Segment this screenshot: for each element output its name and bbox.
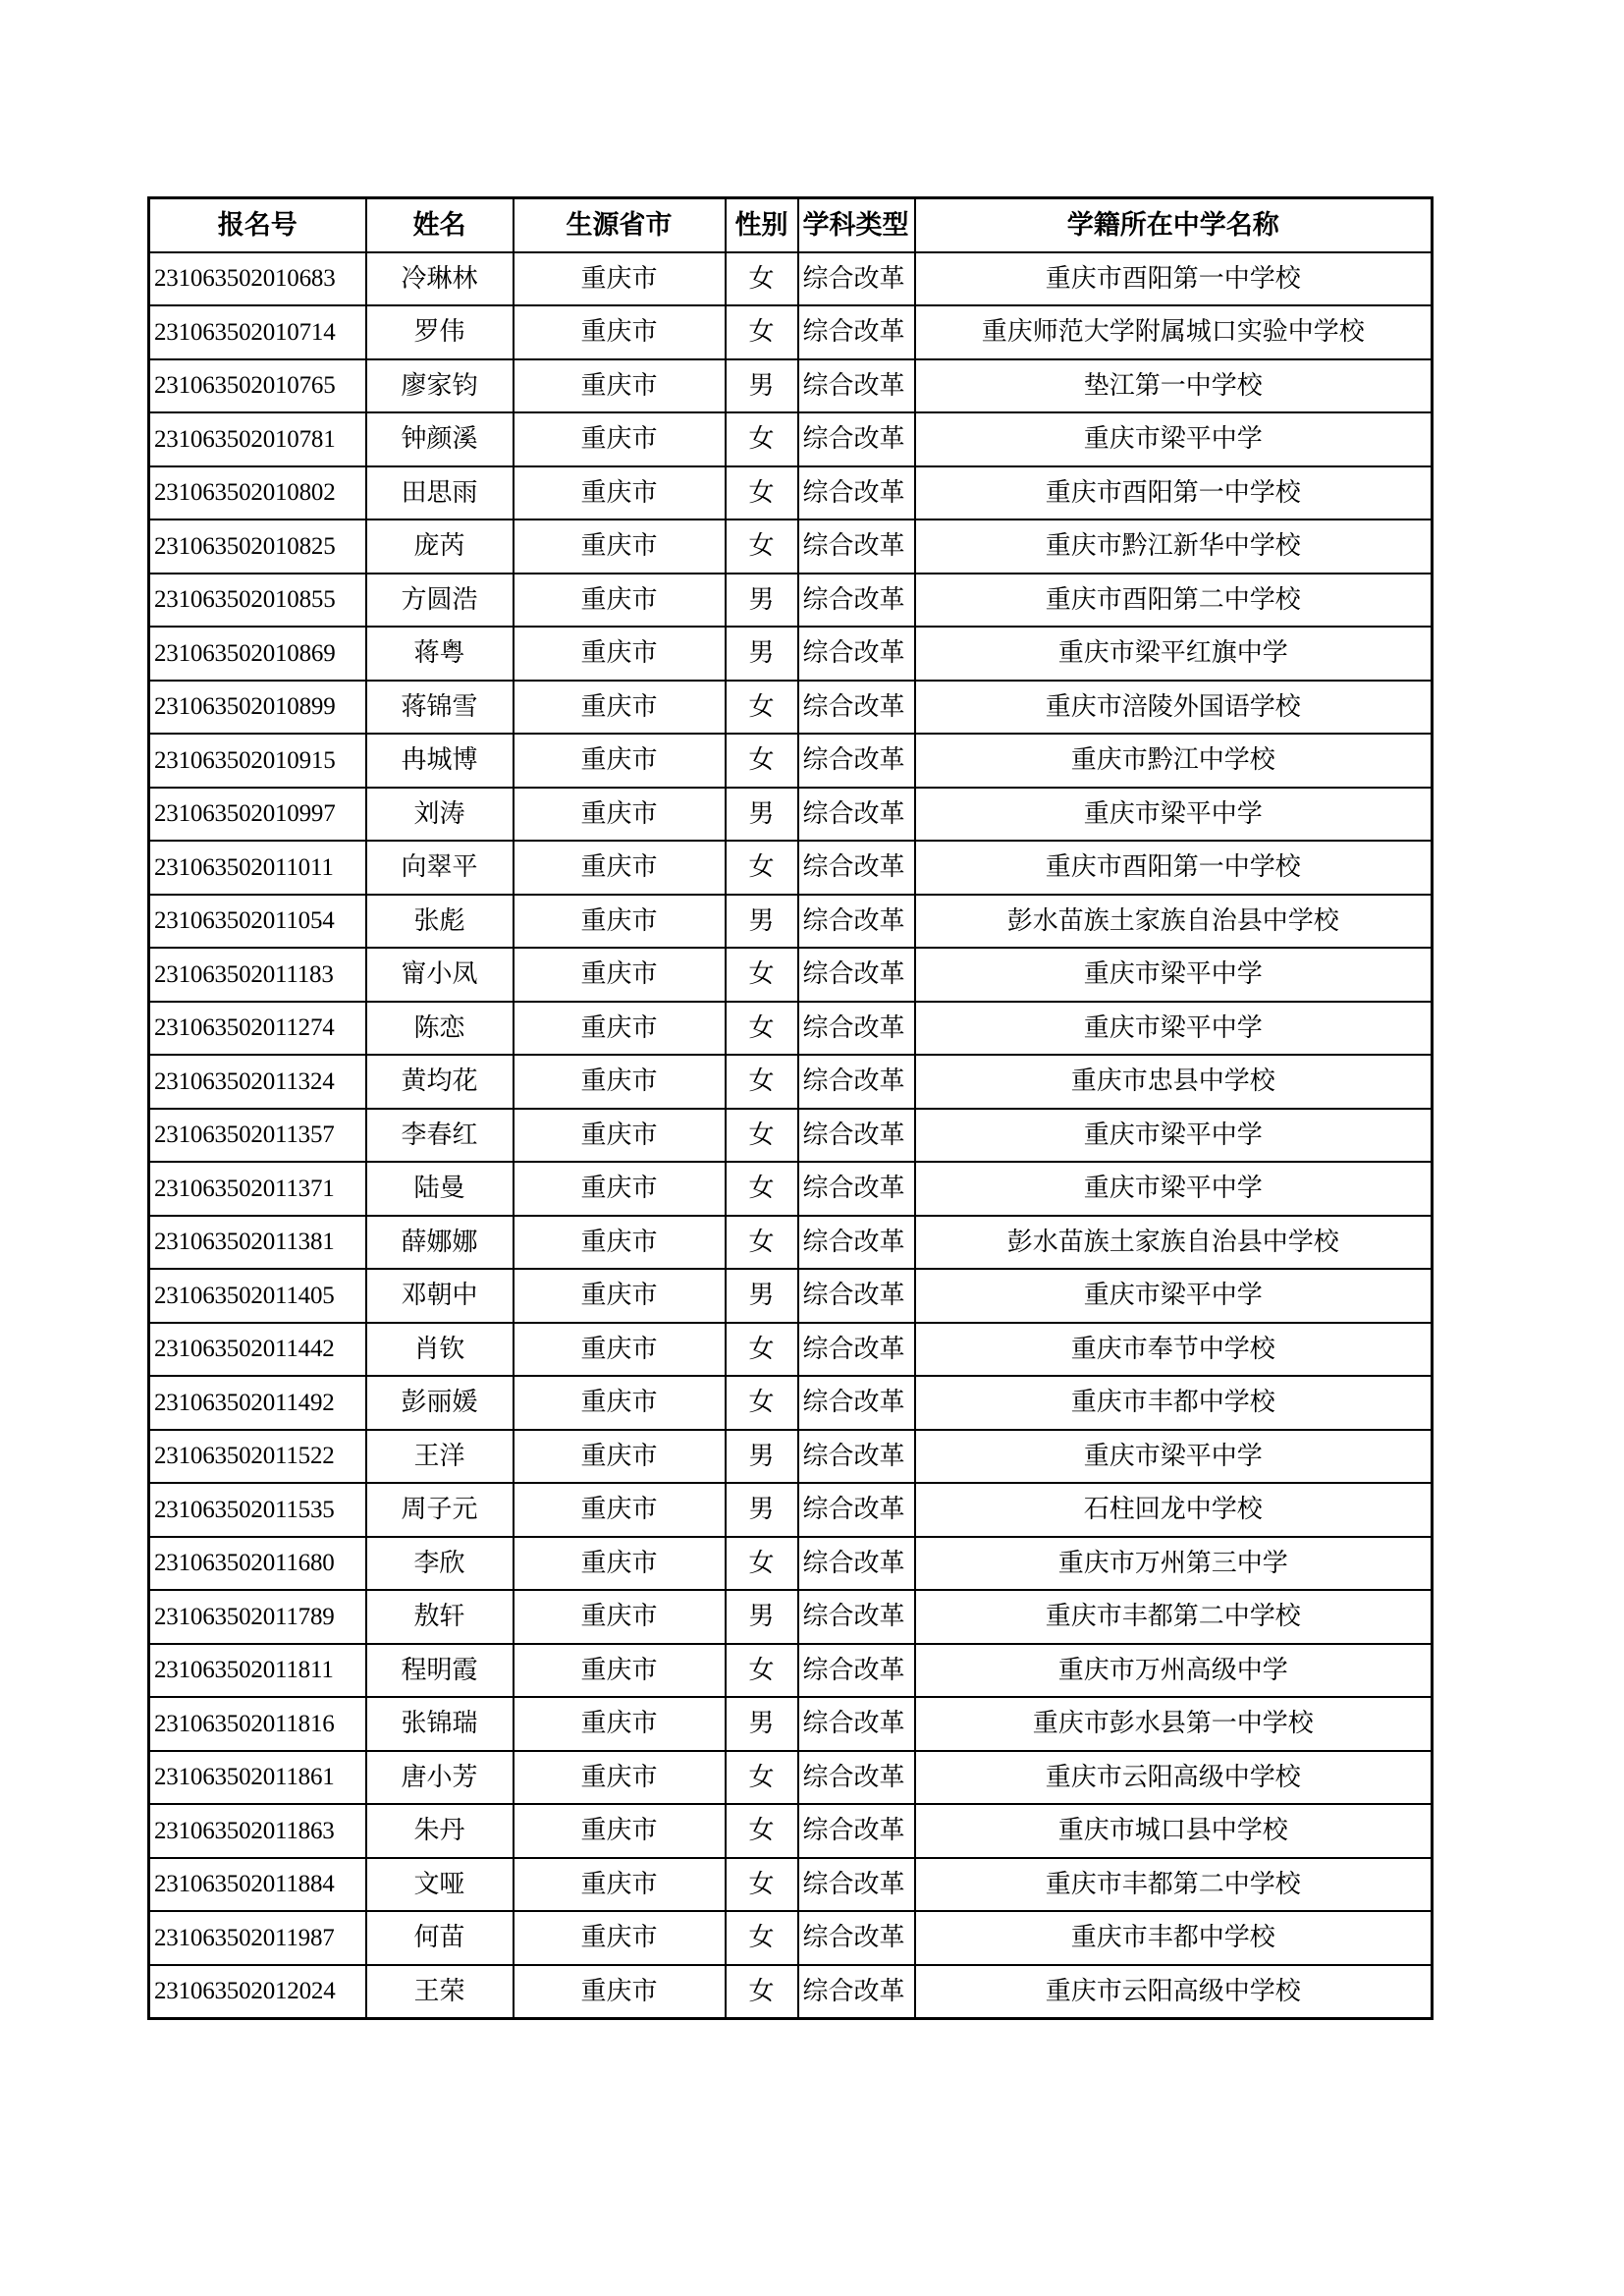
origin-province-cell: 重庆市: [514, 841, 726, 895]
table-row: [149, 1216, 1433, 1270]
student-name-cell: 黄均花: [366, 1055, 514, 1109]
school-name-cell: 重庆市奉节中学校: [915, 1323, 1433, 1377]
subject-type-cell: 综合改革: [798, 1376, 915, 1430]
student-name-cell: 周子元: [366, 1483, 514, 1537]
school-name-cell: 重庆市丰都中学校: [915, 1911, 1433, 1965]
gender-cell: 女: [726, 305, 798, 359]
subject-type-cell: 综合改革: [798, 1911, 915, 1965]
origin-province-cell: 重庆市: [514, 895, 726, 949]
student-name-cell: 唐小芳: [366, 1751, 514, 1805]
registration-number-cell: 231063502010802: [149, 466, 366, 520]
registration-number-cell: 231063502011811: [149, 1644, 366, 1698]
school-name-cell: 重庆市黔江中学校: [915, 734, 1433, 788]
student-name-cell: 蒋粤: [366, 627, 514, 681]
subject-type-cell: 综合改革: [798, 252, 915, 306]
gender-cell: 男: [726, 1483, 798, 1537]
gender-cell: 男: [726, 895, 798, 949]
header-school-name: 学籍所在中学名称: [915, 198, 1433, 252]
table-row: [149, 1430, 1433, 1484]
school-name-cell: 重庆市万州第三中学: [915, 1537, 1433, 1591]
subject-type-cell: 综合改革: [798, 948, 915, 1002]
school-name-cell: 重庆市黔江新华中学校: [915, 519, 1433, 574]
origin-province-cell: 重庆市: [514, 519, 726, 574]
student-name-cell: 肖钦: [366, 1323, 514, 1377]
table-row: [149, 1376, 1433, 1430]
student-name-cell: 文哑: [366, 1858, 514, 1912]
gender-cell: 男: [726, 1590, 798, 1644]
registration-number-cell: 231063502011789: [149, 1590, 366, 1644]
school-name-cell: 重庆市丰都第二中学校: [915, 1858, 1433, 1912]
student-name-cell: 敖轩: [366, 1590, 514, 1644]
table-row: [149, 252, 1433, 306]
origin-province-cell: 重庆市: [514, 627, 726, 681]
student-name-cell: 邓朝中: [366, 1269, 514, 1323]
subject-type-cell: 综合改革: [798, 359, 915, 413]
school-name-cell: 重庆市梁平红旗中学: [915, 627, 1433, 681]
student-name-cell: 陈恋: [366, 1002, 514, 1056]
student-name-cell: 蒋锦雪: [366, 681, 514, 735]
registration-number-cell: 231063502010855: [149, 574, 366, 628]
gender-cell: 女: [726, 681, 798, 735]
subject-type-cell: 综合改革: [798, 681, 915, 735]
registration-number-cell: 231063502011274: [149, 1002, 366, 1056]
subject-type-cell: 综合改革: [798, 1269, 915, 1323]
origin-province-cell: 重庆市: [514, 1697, 726, 1751]
student-name-cell: 何苗: [366, 1911, 514, 1965]
origin-province-cell: 重庆市: [514, 788, 726, 842]
school-name-cell: 彭水苗族土家族自治县中学校: [915, 895, 1433, 949]
school-name-cell: 石柱回龙中学校: [915, 1483, 1433, 1537]
registration-number-cell: 231063502010765: [149, 359, 366, 413]
gender-cell: 女: [726, 1751, 798, 1805]
origin-province-cell: 重庆市: [514, 1216, 726, 1270]
gender-cell: 女: [726, 252, 798, 306]
registration-number-cell: 231063502011381: [149, 1216, 366, 1270]
table-row: [149, 1323, 1433, 1377]
student-name-cell: 张锦瑞: [366, 1697, 514, 1751]
gender-cell: 女: [726, 519, 798, 574]
registration-number-cell: 231063502011405: [149, 1269, 366, 1323]
subject-type-cell: 综合改革: [798, 1965, 915, 2019]
origin-province-cell: 重庆市: [514, 948, 726, 1002]
student-name-cell: 王荣: [366, 1965, 514, 2019]
registration-number-cell: 231063502011357: [149, 1109, 366, 1163]
table-row: [149, 1269, 1433, 1323]
registration-number-cell: 231063502011884: [149, 1858, 366, 1912]
student-name-cell: 廖家钧: [366, 359, 514, 413]
table-row: [149, 359, 1433, 413]
school-name-cell: 重庆市涪陵外国语学校: [915, 681, 1433, 735]
gender-cell: 女: [726, 466, 798, 520]
subject-type-cell: 综合改革: [798, 466, 915, 520]
table-row: [149, 1911, 1433, 1965]
registration-number-cell: 231063502011183: [149, 948, 366, 1002]
subject-type-cell: 综合改革: [798, 1055, 915, 1109]
registration-number-cell: 231063502011816: [149, 1697, 366, 1751]
gender-cell: 女: [726, 1055, 798, 1109]
school-name-cell: 重庆市彭水县第一中学校: [915, 1697, 1433, 1751]
origin-province-cell: 重庆市: [514, 681, 726, 735]
subject-type-cell: 综合改革: [798, 1483, 915, 1537]
origin-province-cell: 重庆市: [514, 1751, 726, 1805]
school-name-cell: 重庆市万州高级中学: [915, 1644, 1433, 1698]
school-name-cell: 重庆市酉阳第一中学校: [915, 841, 1433, 895]
table-row: [149, 895, 1433, 949]
registration-number-cell: 231063502010683: [149, 252, 366, 306]
subject-type-cell: 综合改革: [798, 734, 915, 788]
registration-number-cell: 231063502011324: [149, 1055, 366, 1109]
school-name-cell: 重庆市酉阳第一中学校: [915, 466, 1433, 520]
student-name-cell: 冷琳林: [366, 252, 514, 306]
table-row: [149, 841, 1433, 895]
gender-cell: 女: [726, 1911, 798, 1965]
subject-type-cell: 综合改革: [798, 1323, 915, 1377]
table-row: [149, 627, 1433, 681]
table-row: [149, 1697, 1433, 1751]
table-row: [149, 1590, 1433, 1644]
registration-number-cell: 231063502011863: [149, 1804, 366, 1858]
table-row: [149, 1858, 1433, 1912]
subject-type-cell: 综合改革: [798, 412, 915, 466]
gender-cell: 男: [726, 359, 798, 413]
registration-number-cell: 231063502011987: [149, 1911, 366, 1965]
subject-type-cell: 综合改革: [798, 1109, 915, 1163]
subject-type-cell: 综合改革: [798, 1644, 915, 1698]
header-name: 姓名: [366, 198, 514, 252]
school-name-cell: 重庆市城口县中学校: [915, 1804, 1433, 1858]
origin-province-cell: 重庆市: [514, 734, 726, 788]
gender-cell: 男: [726, 1697, 798, 1751]
subject-type-cell: 综合改革: [798, 519, 915, 574]
student-name-cell: 薛娜娜: [366, 1216, 514, 1270]
registration-number-cell: 231063502011680: [149, 1537, 366, 1591]
school-name-cell: 重庆师范大学附属城口实验中学校: [915, 305, 1433, 359]
gender-cell: 男: [726, 788, 798, 842]
registration-number-cell: 231063502012024: [149, 1965, 366, 2019]
origin-province-cell: 重庆市: [514, 1162, 726, 1216]
admission-roster-table: [147, 196, 1434, 2020]
registration-number-cell: 231063502010869: [149, 627, 366, 681]
gender-cell: 女: [726, 1537, 798, 1591]
subject-type-cell: 综合改革: [798, 1537, 915, 1591]
school-name-cell: 重庆市丰都第二中学校: [915, 1590, 1433, 1644]
subject-type-cell: 综合改革: [798, 841, 915, 895]
registration-number-cell: 231063502011861: [149, 1751, 366, 1805]
gender-cell: 男: [726, 1430, 798, 1484]
subject-type-cell: 综合改革: [798, 305, 915, 359]
student-name-cell: 张彪: [366, 895, 514, 949]
table-row: [149, 574, 1433, 628]
gender-cell: 女: [726, 1644, 798, 1698]
student-name-cell: 李春红: [366, 1109, 514, 1163]
school-name-cell: 重庆市梁平中学: [915, 1002, 1433, 1056]
registration-number-cell: 231063502011011: [149, 841, 366, 895]
table-row: [149, 681, 1433, 735]
student-name-cell: 钟颜溪: [366, 412, 514, 466]
header-origin-province: 生源省市: [514, 198, 726, 252]
gender-cell: 女: [726, 734, 798, 788]
subject-type-cell: 综合改革: [798, 788, 915, 842]
student-name-cell: 刘涛: [366, 788, 514, 842]
registration-number-cell: 231063502011442: [149, 1323, 366, 1377]
table-row: [149, 1804, 1433, 1858]
school-name-cell: 重庆市酉阳第二中学校: [915, 574, 1433, 628]
origin-province-cell: 重庆市: [514, 1590, 726, 1644]
student-name-cell: 李欣: [366, 1537, 514, 1591]
origin-province-cell: 重庆市: [514, 466, 726, 520]
origin-province-cell: 重庆市: [514, 1911, 726, 1965]
school-name-cell: 重庆市梁平中学: [915, 412, 1433, 466]
school-name-cell: 重庆市梁平中学: [915, 1269, 1433, 1323]
origin-province-cell: 重庆市: [514, 1002, 726, 1056]
subject-type-cell: 综合改革: [798, 574, 915, 628]
table-row: [149, 412, 1433, 466]
gender-cell: 女: [726, 841, 798, 895]
table-row: [149, 1483, 1433, 1537]
subject-type-cell: 综合改革: [798, 1751, 915, 1805]
registration-number-cell: 231063502011535: [149, 1483, 366, 1537]
table-row: [149, 734, 1433, 788]
student-name-cell: 程明霞: [366, 1644, 514, 1698]
registration-number-cell: 231063502011492: [149, 1376, 366, 1430]
school-name-cell: 重庆市云阳高级中学校: [915, 1751, 1433, 1805]
origin-province-cell: 重庆市: [514, 412, 726, 466]
student-name-cell: 田思雨: [366, 466, 514, 520]
origin-province-cell: 重庆市: [514, 1055, 726, 1109]
gender-cell: 女: [726, 412, 798, 466]
table-row: [149, 305, 1433, 359]
table-row: [149, 1965, 1433, 2019]
student-name-cell: 陆曼: [366, 1162, 514, 1216]
gender-cell: 女: [726, 1965, 798, 2019]
subject-type-cell: 综合改革: [798, 1858, 915, 1912]
table-row: [149, 1109, 1433, 1163]
school-name-cell: 重庆市梁平中学: [915, 1162, 1433, 1216]
origin-province-cell: 重庆市: [514, 1804, 726, 1858]
school-name-cell: 重庆市梁平中学: [915, 1109, 1433, 1163]
subject-type-cell: 综合改革: [798, 1162, 915, 1216]
school-name-cell: 重庆市忠县中学校: [915, 1055, 1433, 1109]
school-name-cell: 垫江第一中学校: [915, 359, 1433, 413]
table-row: [149, 1644, 1433, 1698]
school-name-cell: 重庆市梁平中学: [915, 948, 1433, 1002]
gender-cell: 女: [726, 1002, 798, 1056]
registration-number-cell: 231063502010997: [149, 788, 366, 842]
registration-number-cell: 231063502010714: [149, 305, 366, 359]
origin-province-cell: 重庆市: [514, 1483, 726, 1537]
header-registration-number: 报名号: [149, 198, 366, 252]
origin-province-cell: 重庆市: [514, 1537, 726, 1591]
subject-type-cell: 综合改革: [798, 1697, 915, 1751]
student-name-cell: 王洋: [366, 1430, 514, 1484]
subject-type-cell: 综合改革: [798, 1002, 915, 1056]
table-row: [149, 1537, 1433, 1591]
student-name-cell: 朱丹: [366, 1804, 514, 1858]
gender-cell: 女: [726, 1216, 798, 1270]
gender-cell: 女: [726, 1162, 798, 1216]
gender-cell: 男: [726, 574, 798, 628]
table-row: [149, 1162, 1433, 1216]
student-name-cell: 甯小凤: [366, 948, 514, 1002]
origin-province-cell: 重庆市: [514, 1430, 726, 1484]
registration-number-cell: 231063502010825: [149, 519, 366, 574]
student-name-cell: 彭丽媛: [366, 1376, 514, 1430]
school-name-cell: 重庆市梁平中学: [915, 788, 1433, 842]
registration-number-cell: 231063502010915: [149, 734, 366, 788]
gender-cell: 男: [726, 1269, 798, 1323]
origin-province-cell: 重庆市: [514, 359, 726, 413]
gender-cell: 男: [726, 627, 798, 681]
registration-number-cell: 231063502011522: [149, 1430, 366, 1484]
registration-number-cell: 231063502010899: [149, 681, 366, 735]
table-row: [149, 948, 1433, 1002]
origin-province-cell: 重庆市: [514, 1644, 726, 1698]
origin-province-cell: 重庆市: [514, 305, 726, 359]
student-name-cell: 罗伟: [366, 305, 514, 359]
table-row: [149, 1751, 1433, 1805]
subject-type-cell: 综合改革: [798, 1804, 915, 1858]
table-row: [149, 788, 1433, 842]
origin-province-cell: 重庆市: [514, 1858, 726, 1912]
school-name-cell: 重庆市酉阳第一中学校: [915, 252, 1433, 306]
origin-province-cell: 重庆市: [514, 574, 726, 628]
school-name-cell: 重庆市云阳高级中学校: [915, 1965, 1433, 2019]
student-name-cell: 冉城博: [366, 734, 514, 788]
table-body: [149, 252, 1433, 2019]
gender-cell: 女: [726, 1804, 798, 1858]
gender-cell: 女: [726, 1376, 798, 1430]
table-row: [149, 519, 1433, 574]
header-subject-type: 学科类型: [798, 198, 915, 252]
school-name-cell: 彭水苗族土家族自治县中学校: [915, 1216, 1433, 1270]
origin-province-cell: 重庆市: [514, 252, 726, 306]
table-row: [149, 466, 1433, 520]
header-gender: 性别: [726, 198, 798, 252]
student-name-cell: 方圆浩: [366, 574, 514, 628]
registration-number-cell: 231063502011054: [149, 895, 366, 949]
subject-type-cell: 综合改革: [798, 1590, 915, 1644]
registration-number-cell: 231063502011371: [149, 1162, 366, 1216]
origin-province-cell: 重庆市: [514, 1376, 726, 1430]
origin-province-cell: 重庆市: [514, 1323, 726, 1377]
school-name-cell: 重庆市梁平中学: [915, 1430, 1433, 1484]
subject-type-cell: 综合改革: [798, 895, 915, 949]
subject-type-cell: 综合改革: [798, 627, 915, 681]
table-row: [149, 1002, 1433, 1056]
table-row: [149, 1055, 1433, 1109]
gender-cell: 女: [726, 1109, 798, 1163]
gender-cell: 女: [726, 1858, 798, 1912]
table-header-row: [149, 198, 1433, 252]
school-name-cell: 重庆市丰都中学校: [915, 1376, 1433, 1430]
origin-province-cell: 重庆市: [514, 1269, 726, 1323]
origin-province-cell: 重庆市: [514, 1109, 726, 1163]
student-name-cell: 向翠平: [366, 841, 514, 895]
student-name-cell: 庞芮: [366, 519, 514, 574]
origin-province-cell: 重庆市: [514, 1965, 726, 2019]
subject-type-cell: 综合改革: [798, 1216, 915, 1270]
registration-number-cell: 231063502010781: [149, 412, 366, 466]
gender-cell: 女: [726, 1323, 798, 1377]
subject-type-cell: 综合改革: [798, 1430, 915, 1484]
gender-cell: 女: [726, 948, 798, 1002]
